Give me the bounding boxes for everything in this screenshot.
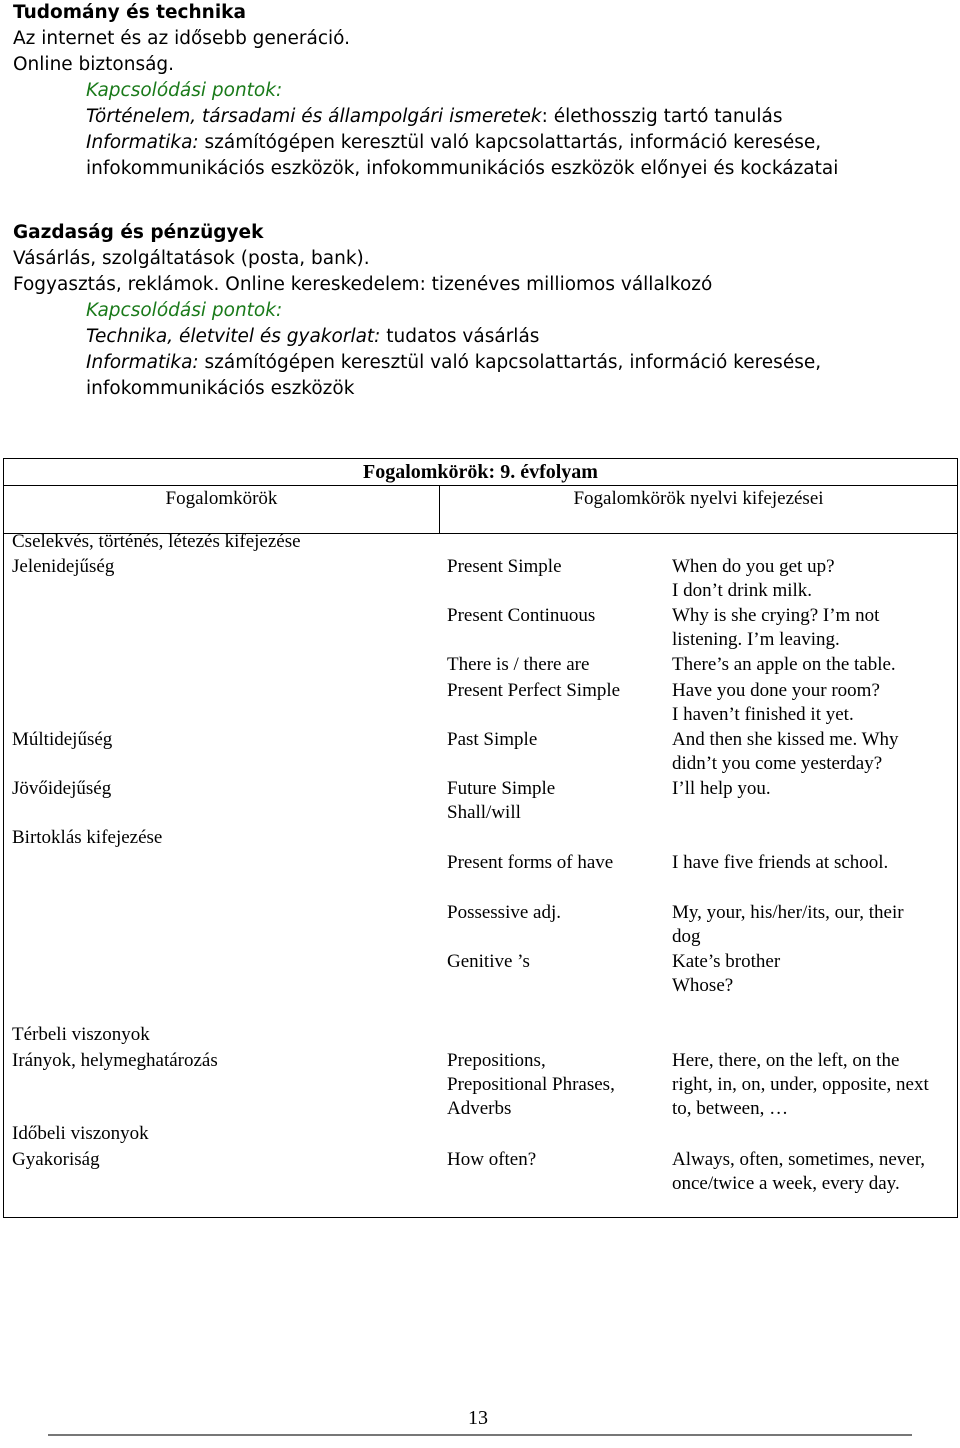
grammar-item: Possessive adj. bbox=[447, 902, 561, 923]
example-text: Have you done your room? bbox=[672, 680, 880, 701]
example-text: listening. I’m leaving. bbox=[672, 629, 840, 650]
subject-name: Történelem, társadami és állampolgári ismeretek bbox=[86, 106, 542, 127]
row-label: Jelenidejűség bbox=[12, 556, 115, 577]
example-text: Always, often, sometimes, never, bbox=[672, 1149, 926, 1170]
header-cell-concepts bbox=[4, 485, 440, 533]
connection-line bbox=[13, 130, 943, 156]
example-text: dog bbox=[672, 926, 701, 947]
grammar-item: How often? bbox=[447, 1149, 537, 1170]
grammar-item: Shall/will bbox=[447, 802, 521, 823]
connection-line bbox=[13, 324, 943, 350]
grammar-item: Prepositions, bbox=[447, 1050, 546, 1071]
row-label: Térbeli viszonyok bbox=[12, 1024, 150, 1045]
connection-line: infokommunikációs eszközök bbox=[86, 378, 355, 399]
example-text: I’ll help you. bbox=[672, 778, 771, 799]
grammar-item: Future Simple bbox=[447, 778, 556, 799]
example-text: When do you get up? bbox=[672, 556, 835, 577]
section-heading: Tudomány és technika bbox=[13, 2, 246, 23]
example-text: I haven’t finished it yet. bbox=[672, 704, 854, 725]
example-text: to, between, … bbox=[672, 1098, 789, 1119]
example-text: didn’t you come yesterday? bbox=[672, 753, 883, 774]
topic-line: Vásárlás, szolgáltatások (posta, bank). bbox=[13, 248, 370, 269]
section-science-technology bbox=[13, 0, 943, 182]
row-label: Múltidejűség bbox=[12, 729, 113, 750]
grammar-item: Present Simple bbox=[447, 556, 562, 577]
row-label: Jövőidejűség bbox=[12, 778, 112, 799]
connection-text: : élethosszig tartó tanulás bbox=[541, 106, 783, 127]
connection-line bbox=[13, 104, 943, 130]
section-heading: Gazdaság és pénzügyek bbox=[13, 222, 264, 243]
connection-text: számítógépen keresztül való kapcsolattartás, információ keresése, bbox=[198, 132, 822, 153]
page-number: 13 bbox=[468, 1407, 488, 1429]
connection-line bbox=[13, 350, 943, 376]
section-economy-finance bbox=[13, 220, 943, 402]
example-text: Whose? bbox=[672, 975, 734, 996]
subject-name: Technika, életvitel és gyakorlat: bbox=[86, 326, 381, 347]
grammar-item: Genitive ’s bbox=[447, 951, 530, 972]
connection-text: tudatos vásárlás bbox=[380, 326, 540, 347]
topic-line: Online biztonság. bbox=[13, 54, 175, 75]
example-text: I don’t drink milk. bbox=[672, 580, 813, 601]
row-label: Gyakoriság bbox=[12, 1149, 100, 1170]
topic-line: Az internet és az idősebb generáció. bbox=[13, 28, 351, 49]
row-label: Cselekvés, történés, létezés kifejezése bbox=[12, 531, 301, 552]
connection-points-label: Kapcsolódási pontok: bbox=[86, 80, 283, 101]
table-title: Fogalomkörök: 9. évfolyam bbox=[363, 461, 598, 483]
grammar-item: Past Simple bbox=[447, 729, 538, 750]
grammar-item: Adverbs bbox=[447, 1098, 512, 1119]
row-label: Birtoklás kifejezése bbox=[12, 827, 163, 848]
grammar-item: Present forms of have bbox=[447, 852, 614, 873]
example-text: I have five friends at school. bbox=[672, 852, 889, 873]
subject-name: Informatika: bbox=[86, 132, 199, 153]
example-text: There’s an apple on the table. bbox=[672, 654, 896, 675]
example-text: right, in, on, under, opposite, next bbox=[672, 1074, 929, 1095]
topic-line: Fogyasztás, reklámok. Online kereskedelem: tizenéves milliomos vállalkozó bbox=[13, 274, 713, 295]
grammar-item: Present Continuous bbox=[447, 605, 596, 626]
example-text: And then she kissed me. Why bbox=[672, 729, 899, 750]
row-label: Irányok, helymeghatározás bbox=[12, 1050, 218, 1071]
header-cell-expressions bbox=[440, 485, 957, 533]
example-text: Why is she crying? I’m not bbox=[672, 605, 880, 626]
connection-points-label: Kapcsolódási pontok: bbox=[86, 300, 283, 321]
footer-rule bbox=[48, 1434, 912, 1436]
subject-name: Informatika: bbox=[86, 352, 199, 373]
concepts-table bbox=[3, 458, 958, 1218]
example-text: once/twice a week, every day. bbox=[672, 1173, 900, 1194]
connection-text: számítógépen keresztül való kapcsolattartás, információ keresése, bbox=[198, 352, 822, 373]
header-label: Fogalomkörök nyelvi kifejezései bbox=[573, 488, 824, 509]
grammar-item: There is / there are bbox=[447, 654, 590, 675]
example-text: Kate’s brother bbox=[672, 951, 781, 972]
example-text: Here, there, on the left, on the bbox=[672, 1050, 900, 1071]
grammar-item: Present Perfect Simple bbox=[447, 680, 621, 701]
row-label: Időbeli viszonyok bbox=[12, 1123, 149, 1144]
grammar-item: Prepositional Phrases, bbox=[447, 1074, 615, 1095]
connection-line: infokommunikációs eszközök, infokommunikációs eszközök előnyei és kockázatai bbox=[86, 158, 839, 179]
header-label: Fogalomkörök bbox=[165, 488, 278, 509]
example-text: My, your, his/her/its, our, their bbox=[672, 902, 904, 923]
